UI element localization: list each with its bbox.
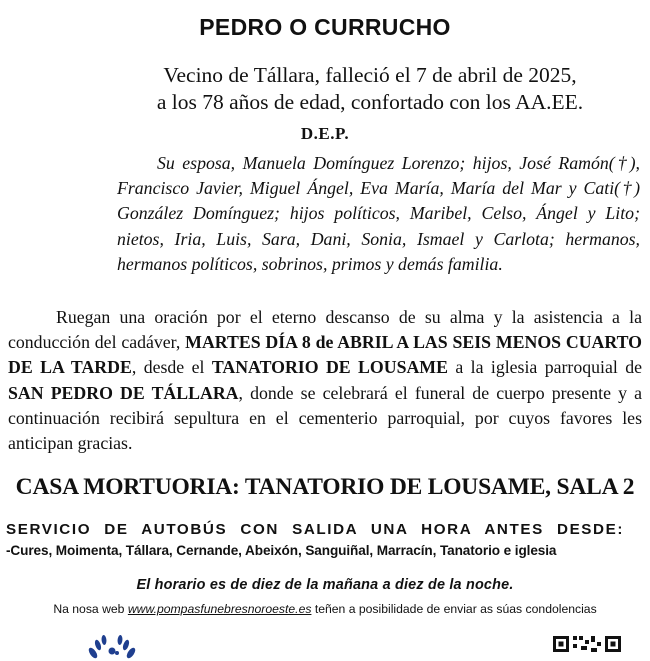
bus-service-stops: -Cures, Moimenta, Tállara, Cernande, Abeixón, Sanguiñal, Marracín, Tanatorio e iglesia <box>6 543 557 558</box>
laurel-logo-icon <box>84 631 140 661</box>
request-date-time: MARTES DÍA 8 de ABRIL A LAS SEIS MENOS CUARTO DE LA TARDE <box>8 332 642 378</box>
request-origin: TANATORIO DE LOUSAME <box>211 357 448 378</box>
funeral-request-paragraph <box>8 305 642 456</box>
qr-code-icon <box>553 634 623 654</box>
deceased-name: PEDRO O CURRUCHO <box>199 14 451 40</box>
website-link[interactable]: www.pompasfunebresnoroeste.es <box>127 602 312 616</box>
web-condolences <box>0 602 650 616</box>
request-text-4: , donde se celebrará el funeral de cuerpo presente y a continuación recibirá sepultura en el cementerio parroquial, por cuyos favores les anticipan gracias. <box>8 382 642 454</box>
web-text-before: Na nosa web <box>53 602 128 616</box>
web-text-after: teñen a posibilidade de enviar as súas condolencias <box>311 602 597 616</box>
request-text-1: Ruegan una oración por el eterno descanso de su alma y la asistencia a la conducción del cadáver, <box>8 307 642 353</box>
bus-service-title: SERVICIO DE AUTOBÚS CON SALIDA UNA HORA ANTES DESDE: <box>6 521 624 538</box>
intro-line-2: a los 78 años de edad, confortado con los AA.EE. <box>156 90 584 114</box>
opening-hours: El horario es de diez de la mañana a diez de la noche. <box>136 577 514 593</box>
intro-text <box>0 62 650 116</box>
request-church: SAN PEDRO DE TÁLLARA <box>8 382 239 403</box>
request-text-2: , desde el <box>131 357 212 378</box>
family-paragraph: Su esposa, Manuela Domínguez Lorenzo; hijos, José Ramón(†), Francisco Javier, Miguel Ángel, Eva María, María del Mar y Cati(†) González Domínguez; hijos políticos, Maribel, Celso, Ángel y Lito; nietos, Iria, Luis, Sara, Dani, Sonia, Ismael y Carlota; hermanos, hermanos políticos, sobrinos, primos y demás familia. <box>117 153 640 274</box>
request-text-3: a la iglesia parroquial de <box>447 357 642 378</box>
casa-mortuoria: CASA MORTUORIA: TANATORIO DE LOUSAME, SALA 2 <box>15 474 635 500</box>
intro-line-1: Vecino de Tállara, falleció el 7 de abril de 2025, <box>163 63 577 87</box>
dep-heading: D.E.P. <box>300 124 350 143</box>
